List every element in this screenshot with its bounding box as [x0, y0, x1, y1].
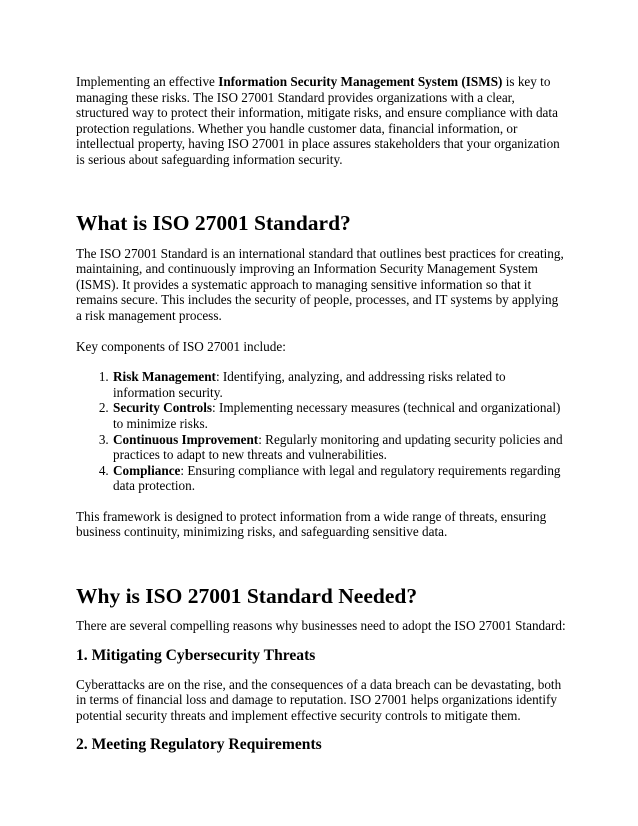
components-intro: Key components of ISO 27001 include:	[76, 338, 286, 354]
list-item	[112, 369, 566, 400]
list-item	[112, 463, 566, 494]
section-what-closing: This framework is designed to protect information from a wide range of threats, ensuring business continuity, minimizing risks, and safeguarding sensitive data.	[76, 508, 547, 540]
intro-text-bold: Information Security Management System (ISMS)	[218, 74, 503, 89]
list-item-term: Security Controls	[113, 400, 213, 416]
list-item-desc: : Implementing necessary measures (technical and organizational) to minimize risks.	[113, 400, 561, 431]
intro-text-post: is key to managing these risks. The ISO 27001 Standard provides organizations with a clear, structured way to protect their information, mitigate risks, and ensure compliance with data protection regulations. Whether you handle customer data, financial information, or intellectual property, having ISO 27001 in place assures stakeholders that your organization is serious about safeguarding information security.	[76, 74, 560, 167]
intro-text-pre: Implementing an effective	[76, 74, 219, 89]
list-item-desc: : Regularly monitoring and updating security policies and practices to adapt to new threats and vulnerabilities.	[113, 431, 563, 463]
list-item-term: Risk Management	[113, 369, 216, 385]
subsection-1-heading: 1. Mitigating Cybersecurity Threats	[76, 646, 316, 664]
section-why-intro: There are several compelling reasons why businesses need to adopt the ISO 27001 Standard:	[76, 618, 566, 634]
list-item	[112, 432, 566, 463]
subsection-1-text: Cyberattacks are on the rise, and the consequences of a data breach can be devastating, both in terms of financial loss and damage to reputation. ISO 27001 helps organizations identify potential security threats and implement effective security controls to mitigate them.	[76, 676, 562, 723]
components-list	[76, 369, 566, 494]
section-what-paragraph: The ISO 27001 Standard is an international standard that outlines best practices for creating, maintaining, and continuously improving an Information Security Management System (ISMS). It provides a systematic approach to managing sensitive information so that it remains secure. This includes the security of people, processes, and IT systems by applying a risk management process.	[76, 245, 564, 323]
intro-paragraph	[76, 74, 566, 168]
section-what-heading: What is ISO 27001 Standard?	[76, 210, 351, 235]
list-item-term: Continuous Improvement	[113, 431, 259, 447]
list-item-desc: : Ensuring compliance with legal and regulatory requirements regarding data protection.	[113, 462, 561, 494]
subsection-2-heading: 2. Meeting Regulatory Requirements	[76, 736, 322, 754]
list-item-term: Compliance	[113, 462, 181, 478]
list-item	[112, 400, 566, 431]
document-page	[76, 74, 566, 754]
list-item-desc: : Identifying, analyzing, and addressing risks related to information security.	[113, 369, 506, 400]
section-why-heading: Why is ISO 27001 Standard Needed?	[76, 584, 418, 609]
